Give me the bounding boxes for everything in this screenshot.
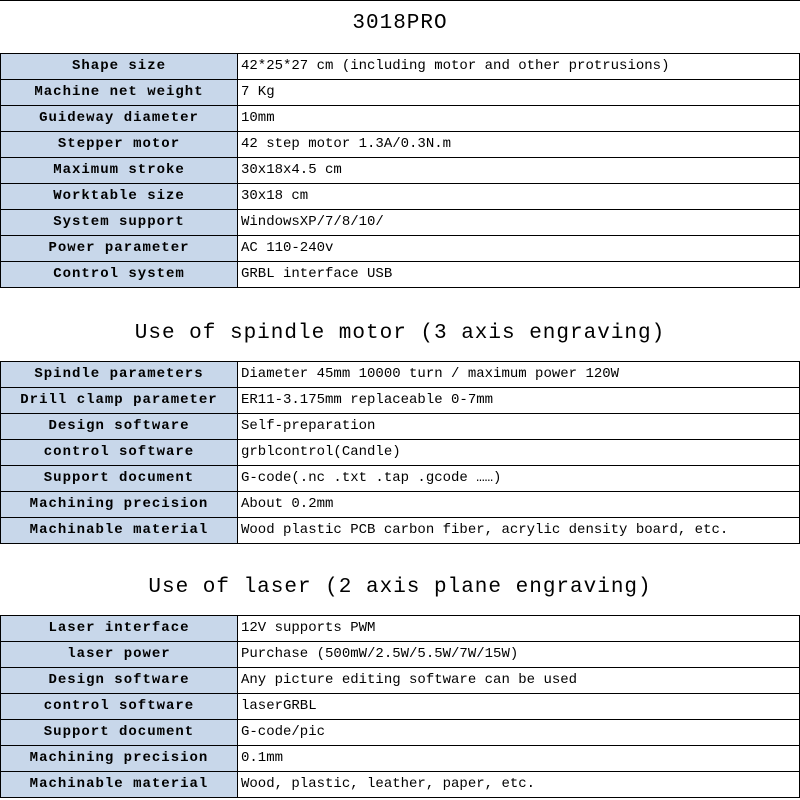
- spec-value: 42*25*27 cm (including motor and other protrusions): [238, 54, 800, 80]
- spec-value: ER11-3.175mm replaceable 0-7mm: [238, 388, 800, 414]
- spec-label: control software: [1, 440, 238, 466]
- table-row: [1, 772, 800, 798]
- section-title-spindle: Use of spindle motor (3 axis engraving): [134, 322, 666, 345]
- spec-value: WindowsXP/7/8/10/: [238, 210, 800, 236]
- spec-value: 42 step motor 1.3A/0.3N.m: [238, 132, 800, 158]
- spec-value: G-code/pic: [238, 720, 800, 746]
- section-title-3018pro: 3018PRO: [352, 12, 448, 35]
- table-row: [1, 440, 800, 466]
- table-row: [1, 518, 800, 544]
- table-row: [1, 210, 800, 236]
- spec-label: Machinable material: [1, 772, 238, 798]
- spec-label: Machine net weight: [1, 80, 238, 106]
- spec-label: Support document: [1, 466, 238, 492]
- spec-value: Diameter 45mm 10000 turn / maximum power 120W: [238, 362, 800, 388]
- spec-label: Laser interface: [1, 616, 238, 642]
- spec-label: Spindle parameters: [1, 362, 238, 388]
- table-row: [1, 362, 800, 388]
- section-title-laser: Use of laser (2 axis plane engraving): [148, 576, 652, 599]
- table-row: [1, 694, 800, 720]
- table-row: [1, 720, 800, 746]
- table-row: [1, 184, 800, 210]
- spec-label: System support: [1, 210, 238, 236]
- spec-label: Design software: [1, 414, 238, 440]
- spec-value: Purchase (500mW/2.5W/5.5W/7W/15W): [238, 642, 800, 668]
- spec-value: 10mm: [238, 106, 800, 132]
- spec-value: Wood plastic PCB carbon fiber, acrylic density board, etc.: [238, 518, 800, 544]
- spec-value: GRBL interface USB: [238, 262, 800, 288]
- spec-label: Shape size: [1, 54, 238, 80]
- spec-value: 7 Kg: [238, 80, 800, 106]
- table-row: [1, 388, 800, 414]
- spec-label: Support document: [1, 720, 238, 746]
- spec-value: Wood, plastic, leather, paper, etc.: [238, 772, 800, 798]
- spec-label: Guideway diameter: [1, 106, 238, 132]
- spec-label: laser power: [1, 642, 238, 668]
- spec-label: Machining precision: [1, 746, 238, 772]
- spec-value: grblcontrol(Candle): [238, 440, 800, 466]
- spec-table-laser: [0, 615, 800, 798]
- spec-value: AC 110-240v: [238, 236, 800, 262]
- table-row: [1, 158, 800, 184]
- table-row: [1, 668, 800, 694]
- spec-value: laserGRBL: [238, 694, 800, 720]
- spec-label: Worktable size: [1, 184, 238, 210]
- top-border: [0, 0, 800, 1]
- table-row: [1, 616, 800, 642]
- spec-value: 12V supports PWM: [238, 616, 800, 642]
- table-row: [1, 236, 800, 262]
- table-row: [1, 262, 800, 288]
- table-row: [1, 492, 800, 518]
- spec-value: About 0.2mm: [238, 492, 800, 518]
- table-row: [1, 414, 800, 440]
- spec-table-spindle: [0, 361, 800, 544]
- spec-label: Power parameter: [1, 236, 238, 262]
- spec-table-3018pro: [0, 53, 800, 288]
- spec-label: Machining precision: [1, 492, 238, 518]
- spec-label: Design software: [1, 668, 238, 694]
- table-row: [1, 54, 800, 80]
- table-row: [1, 746, 800, 772]
- spec-label: control software: [1, 694, 238, 720]
- spec-label: Maximum stroke: [1, 158, 238, 184]
- spec-label: Stepper motor: [1, 132, 238, 158]
- table-row: [1, 642, 800, 668]
- spec-label: Drill clamp parameter: [1, 388, 238, 414]
- spec-value: Any picture editing software can be used: [238, 668, 800, 694]
- spec-value: G-code(.nc .txt .tap .gcode ……): [238, 466, 800, 492]
- spec-value: 30x18x4.5 cm: [238, 158, 800, 184]
- table-row: [1, 466, 800, 492]
- spec-value: Self-preparation: [238, 414, 800, 440]
- spec-value: 0.1mm: [238, 746, 800, 772]
- table-row: [1, 132, 800, 158]
- table-row: [1, 80, 800, 106]
- spec-label: Machinable material: [1, 518, 238, 544]
- spec-value: 30x18 cm: [238, 184, 800, 210]
- spec-label: Control system: [1, 262, 238, 288]
- table-row: [1, 106, 800, 132]
